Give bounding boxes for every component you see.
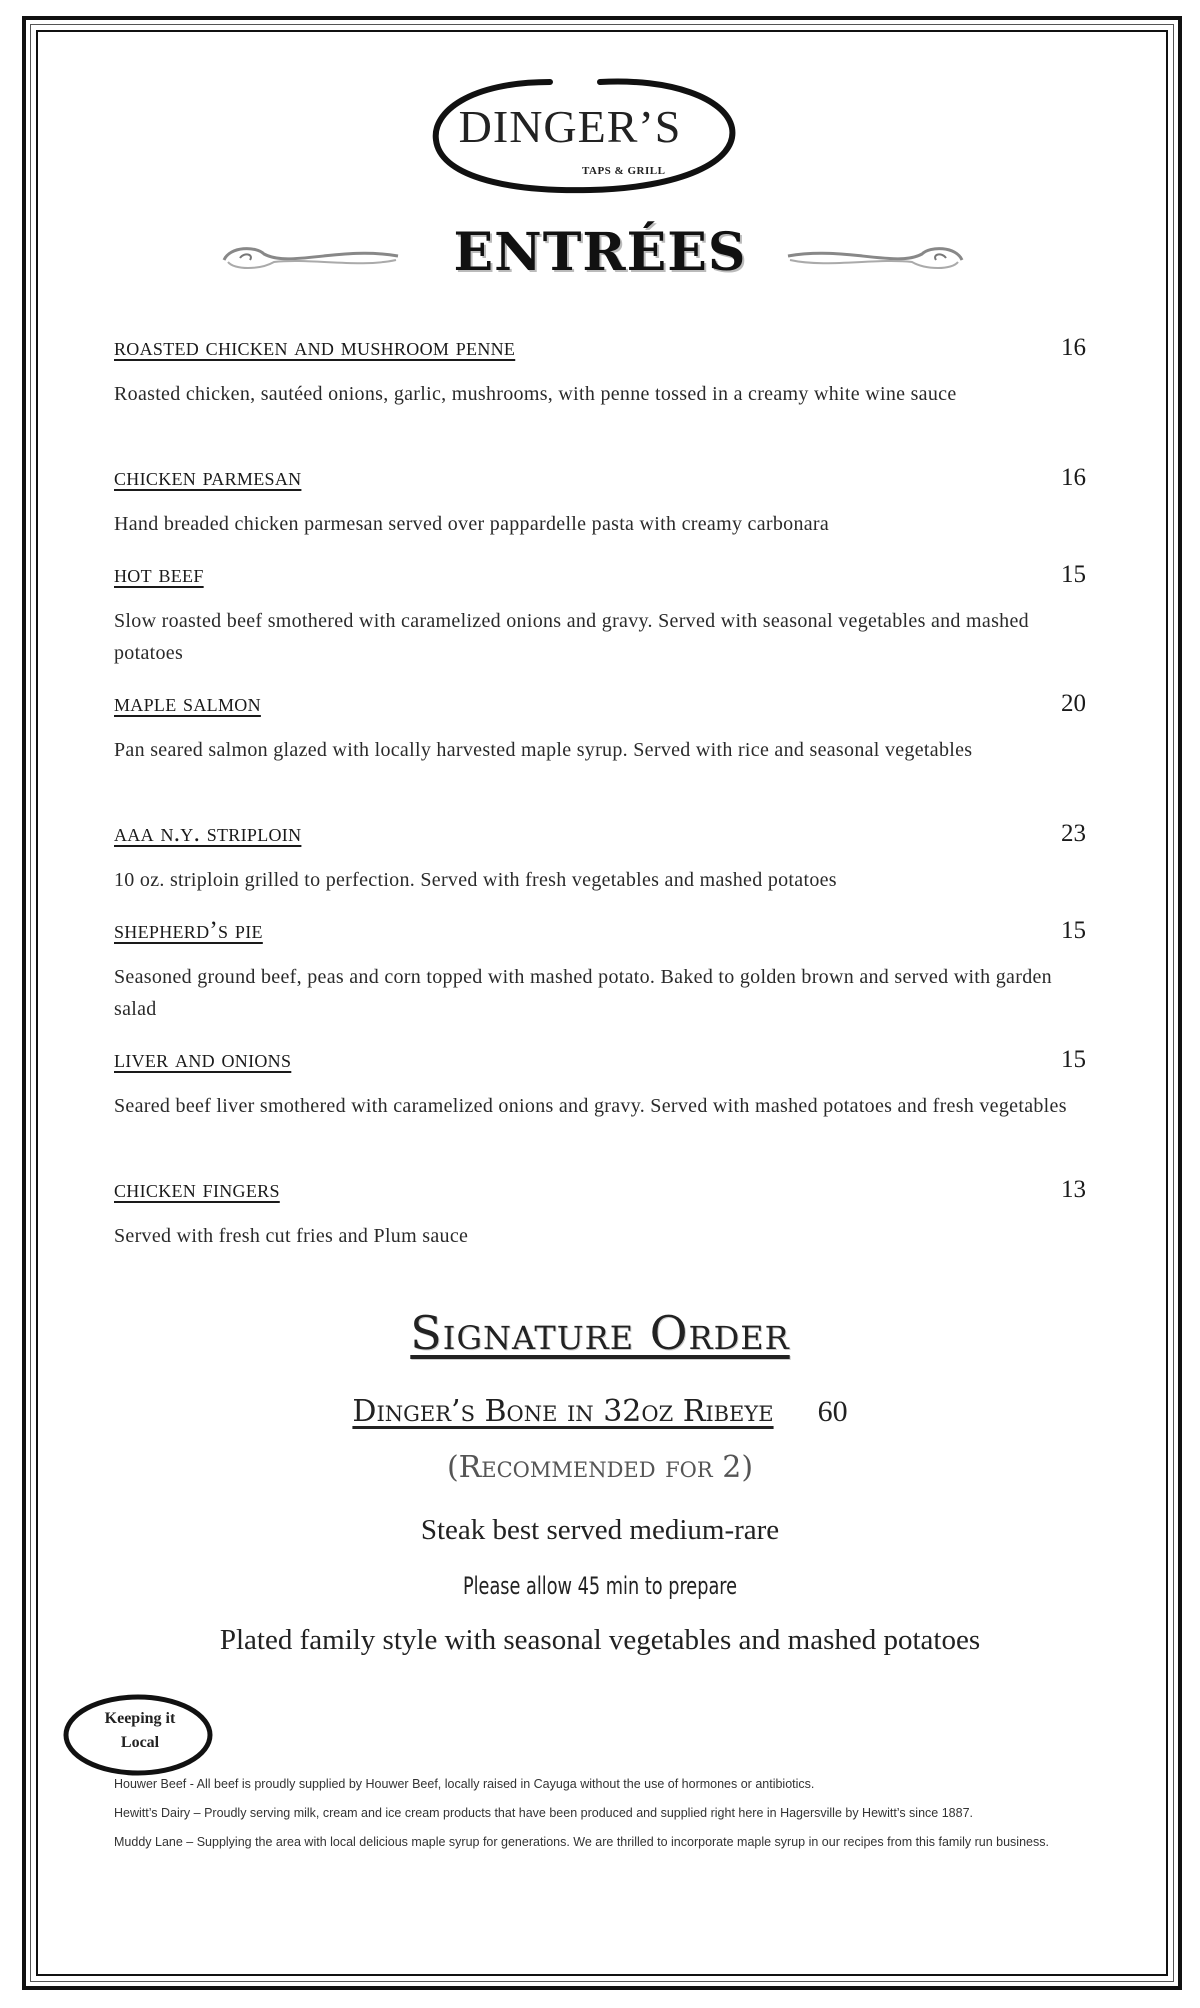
prep-time-note: Please allow 45 min to prepare: [462, 1572, 738, 1600]
signature-recommended-note: (Recommended for 2): [446, 1450, 754, 1485]
footnote: Hewitt’s Dairy – Proudly serving milk, cream and ice cream products that have been produced and supplied right here in Hagersville by Hewitt’s since 1887.: [114, 1806, 973, 1820]
signature-dish-name: Dinger’s Bone in 32oz Ribeye: [352, 1394, 774, 1429]
item-price: 15: [1061, 561, 1086, 588]
flourish-left-ornament: [220, 240, 402, 276]
item-name: chicken fingers: [114, 1176, 280, 1203]
menu-item: [114, 913, 1086, 1042]
menu-item: [114, 1042, 1086, 1172]
menu-item: [114, 1172, 1086, 1252]
keeping-it-local-badge: [60, 1690, 216, 1780]
signature-dish-price: 60: [817, 1395, 848, 1428]
item-price: 16: [1061, 464, 1086, 491]
menu-item: [114, 816, 1086, 913]
item-description: Pan seared salmon glazed with locally harvested maple syrup. Served with rice and seasonal vegetables: [114, 739, 973, 761]
item-price: 15: [1061, 1046, 1086, 1073]
item-name: aaa n.y. striploin: [114, 820, 302, 847]
item-name: chicken parmesan: [114, 464, 302, 491]
item-description: 10 oz. striploin grilled to perfection. Served with fresh vegetables and mashed potatoes: [114, 869, 837, 891]
signature-dish-row: [200, 1394, 1000, 1442]
item-name: shepherd’s pie: [114, 917, 263, 944]
badge-line-1: Keeping it: [104, 1710, 176, 1727]
item-price: 15: [1061, 917, 1086, 944]
item-description: Seasoned ground beef, peas and corn topped with mashed potato. Baked to golden brown and served with garden salad: [114, 966, 1052, 1020]
item-name: hot beef: [114, 561, 204, 588]
item-price: 16: [1061, 334, 1086, 361]
footnote: Houwer Beef - All beef is proudly supplied by Houwer Beef, locally raised in Cayuga without the use of hormones or antibiotics.: [114, 1777, 815, 1791]
menu-item: [114, 330, 1086, 460]
item-description: Hand breaded chicken parmesan served over pappardelle pasta with creamy carbonara: [114, 513, 830, 535]
menu-item: [114, 460, 1086, 557]
footnote: Muddy Lane – Supplying the area with local delicious maple syrup for generations. We are thrilled to incorporate maple syrup in our recipes from this family run business.: [114, 1835, 1049, 1849]
menu-item: [114, 686, 1086, 816]
item-name: roasted chicken and mushroom penne: [114, 334, 516, 361]
supplier-footnotes: [114, 1776, 1074, 1863]
badge-line-2: Local: [120, 1734, 160, 1751]
plating-note: Plated family style with seasonal vegetables and mashed potatoes: [219, 1624, 981, 1656]
flourish-right-ornament: [784, 240, 966, 276]
item-name: maple salmon: [114, 690, 261, 717]
logo-name: DINGER’S: [458, 101, 682, 152]
menu-item: [114, 557, 1086, 686]
item-description: Seared beef liver smothered with caramelized onions and gravy. Served with mashed potatoes and fresh vegetables: [114, 1095, 1067, 1117]
restaurant-logo: [430, 64, 742, 204]
badge-text: [60, 1707, 220, 1755]
logo-subtitle: TAPS & GRILL: [582, 165, 666, 177]
item-price: 23: [1061, 820, 1086, 847]
item-price: 20: [1061, 690, 1086, 717]
page-title: ENTRÉES: [453, 222, 747, 283]
item-price: 13: [1061, 1176, 1086, 1203]
item-name: liver and onions: [114, 1046, 292, 1073]
item-description: Slow roasted beef smothered with caramelized onions and gravy. Served with seasonal vegetables and mashed potatoes: [114, 610, 1029, 664]
entree-list: [114, 330, 1086, 1252]
item-description: Roasted chicken, sautéed onions, garlic, mushrooms, with penne tossed in a creamy white wine sauce: [114, 383, 957, 405]
item-description: Served with fresh cut fries and Plum sauce: [114, 1225, 469, 1247]
steak-doneness-note: Steak best served medium-rare: [420, 1514, 780, 1546]
signature-order-title: Signature Order: [410, 1306, 790, 1360]
